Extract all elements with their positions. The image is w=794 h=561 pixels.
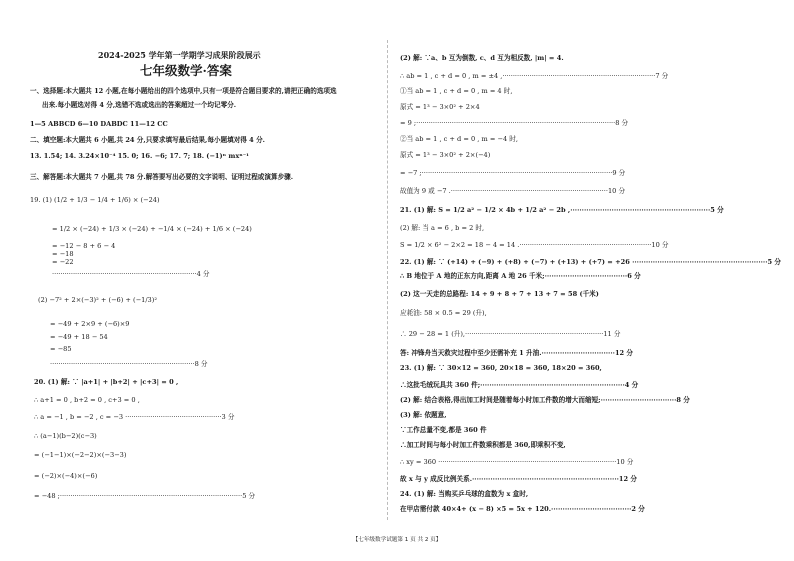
answer-line: ∴ B 地位于 A 地的正东方向,距离 A 地 26 千米;····································6 分	[400, 272, 641, 280]
mc-answers: 1—5 ABBCD 6—10 DABDC 11—12 CC	[30, 120, 168, 128]
answer-line: ∴加工时间与每小时加工件数乘积都是 360,即乘积不变,	[400, 441, 566, 449]
q20-step: ∴ (a−1)(b−2)(c−3)	[34, 432, 97, 440]
answer-line: = −7 ;···························································································9 分	[400, 169, 626, 177]
answer-line: 在甲店需付款 40×4+ (x − 8) ×5 = 5x + 120.···································2 分	[400, 505, 645, 513]
answer-line: S = 1/2 × 6² − 2×2 = 18 − 4 = 14 .·······························································10 分	[400, 241, 669, 249]
answer-line: 故 x 与 y 成反比例关系.································································12 分	[400, 475, 637, 483]
answer-line: 原式 = 1³ − 3×0² + 2×(−4)	[400, 151, 491, 159]
answer-line: = 9 ;·······························································································8 分	[400, 119, 629, 127]
answer-line: ∴这批毛绒玩具共 360 件;·······························································4 分	[400, 381, 639, 389]
column-divider	[387, 40, 388, 520]
q19-score: ·····································································4 分	[52, 270, 210, 278]
answer-line: 答: 冲锋舟当天救灾过程中至少还需补充 1 升油.································12 分	[400, 349, 634, 357]
q19-score: ·····································································8 分	[50, 360, 208, 368]
answer-line: (2) 这一天走的总路程: 14 + 9 + 8 + 7 + 13 + 7 = 58 (千米)	[400, 290, 599, 298]
q20-step: ∴ a+1 = 0 , b+2 = 0 , c+3 = 0 ,	[34, 396, 140, 404]
q19-step: = −49 + 2×9 + (−6)×9	[50, 320, 130, 328]
q20-step: = (−2)×(−4)×(−6)	[34, 472, 98, 480]
answer-line: 23. (1) 解: ∵ 30×12 = 360, 20×18 = 360, 18×20 = 360,	[400, 364, 602, 372]
q20-expr: 20. (1) 解: ∵ |a+1| + |b+2| + |c+3| = 0 ,	[34, 378, 179, 386]
section-1-heading: 一、选择题:本大题共 12 小题,在每小题给出的四个选项中,只有一项是符合题目要求的,请把正确的选项选	[30, 87, 337, 95]
answer-line: (2) 解: 结合表格,得出加工时间是随着每小时加工件数的增大而缩短;·································8 分	[400, 396, 690, 404]
answer-line: 原式 = 1³ − 3×0² + 2×4	[400, 103, 480, 111]
page-footer: 【七年级数学试题第 1 页 共 2 页】	[352, 537, 442, 543]
q19-step: = 1/2 × (−24) + 1/3 × (−24) + −1/4 × (−24) + 1/6 × (−24)	[52, 225, 252, 233]
q20-step: ∴ a = −1 , b = −2 , c = −3 ··············································3 分	[34, 413, 235, 421]
fill-answers: 13. 1.54; 14. 3.24×10⁻⁴ 15. 0; 16. −6; 17. 7; 18. (−1)ⁿ mxⁿ⁻¹	[30, 152, 250, 160]
answer-line: ①当 ab = 1 , c + d = 0 , m = 4 时,	[400, 87, 513, 95]
q19-step: = −12 − 8 + 6 − 4	[52, 242, 116, 250]
answer-line: 24. (1) 解: 当购买乒乓球的盒数为 x 盒时,	[400, 490, 529, 498]
q20-step: = −48 ;·······················································································5 分	[34, 492, 256, 500]
answer-line: ∴ ab = 1 , c + d = 0 , m = ±4 ,·········································································7 分	[400, 72, 669, 80]
answer-line: ∵工作总量不变,都是 360 件	[400, 426, 487, 434]
section-2-heading: 二、填空题:本大题共 6 小题,共 24 分,只要求填写最后结果,每小题填对得 4 分.	[30, 136, 265, 144]
page-title: 七年级数学·答案	[140, 63, 232, 78]
answer-line: ∴ 29 − 28 = 1 (升),··································································11 分	[400, 330, 621, 338]
q19-step: = −18	[52, 250, 74, 258]
section-3-heading: 三、解答题:本大题共 7 小题,共 78 分.解答要写出必要的文字说明、证明过程或演算步骤.	[30, 173, 294, 181]
q20-step: = (−1−1)×(−2−2)×(−3−3)	[34, 451, 127, 459]
q19-expr: 19. (1) (1/2 + 1/3 − 1/4 + 1/6) × (−24)	[30, 196, 160, 204]
answer-line: ∴ xy = 360 ·····················································································10 分	[400, 458, 634, 466]
answer-line: 应耗油: 58 × 0.5 = 29 (升),	[400, 309, 487, 317]
q19-part2: (2) −7² + 2×(−3)² + (−6) + (−1/3)²	[38, 296, 157, 304]
answer-line: 故值为 9 或 −7 .···········································································10 分	[400, 187, 626, 195]
section-1-desc: 出来.每小题选对得 4 分,选错不选或选出的答案超过一个均记零分.	[42, 101, 237, 109]
answer-line: 22. (1) 解: ∵ (+14) + (−9) + (+8) + (−7) + (+13) + (+7) = +26 ···························································5 分	[400, 258, 782, 266]
answer-line: (2) 解: 当 a = 6 , b = 2 时,	[400, 224, 485, 232]
q19-step: = −22	[52, 258, 74, 266]
answer-line: ②当 ab = 1 , c + d = 0 , m = −4 时,	[400, 135, 518, 143]
answer-line: (3) 解: 依题意,	[400, 411, 447, 419]
answer-line: 21. (1) 解: S = 1/2 a² − 1/2 × 4b + 1/2 a² − 2b ,·····························································5 分	[400, 206, 724, 214]
q19-step: = −85	[50, 345, 72, 353]
exam-header: 2024-2025 学年第一学期学习成果阶段展示	[98, 50, 261, 60]
answer-line: (2) 解: ∵a、b 互为倒数, c、d 互为相反数, |m| = 4.	[400, 54, 564, 62]
q19-step: = −49 + 18 − 54	[50, 333, 108, 341]
